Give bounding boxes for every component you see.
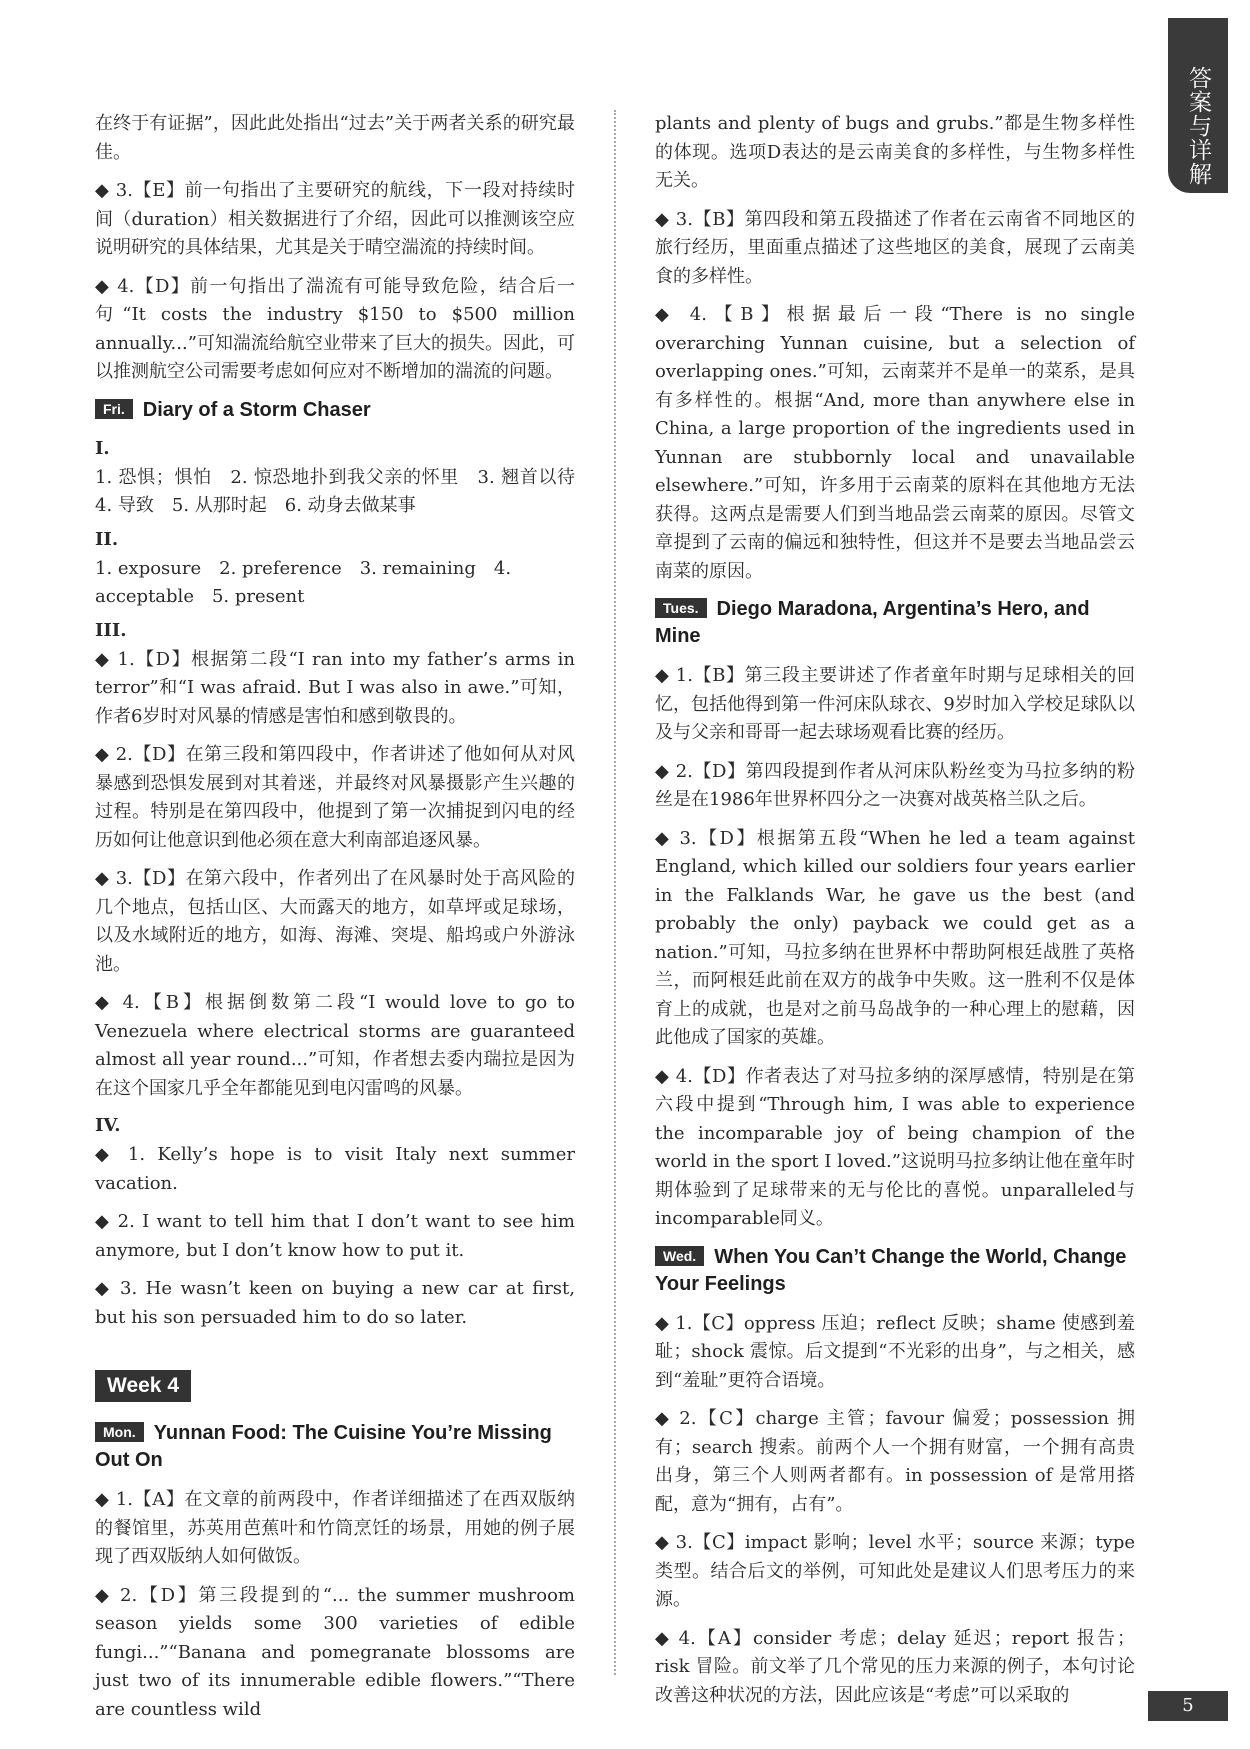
- answer-item: ◆ 2. I want to tell him that I don’t want to see him anymore, but I don’t know how to put it.: [95, 1211, 575, 1261]
- part-number: IV.: [95, 1115, 121, 1136]
- answer-item: ◆ 1.【A】在文章的前两段中，作者详细描述了在西双版纳的餐馆里，苏英用芭蕉叶和竹筒烹饪的场景，用她的例子展现了西双版纳人如何做饭。: [95, 1489, 575, 1567]
- day-badge: Wed.: [655, 1246, 704, 1266]
- day-badge: Fri.: [95, 399, 133, 419]
- section-heading-tues: [655, 596, 1135, 650]
- part-number: II.: [95, 528, 119, 550]
- day-badge: Mon.: [95, 1422, 144, 1442]
- section-title: Yunnan Food: The Cuisine You’re Missing Out On: [95, 1422, 552, 1471]
- answer-item: ◆ 3.【D】在第六段中，作者列出了在风暴时处于高风险的几个地点，包括山区、大而露天的地方，如草坪或足球场，以及水域附近的地方，如海、海滩、突堤、船坞或户外游泳池。: [95, 868, 575, 975]
- part-number: I.: [95, 437, 110, 459]
- section-title: When You Can’t Change the World, Change Your Feelings: [655, 1245, 1127, 1295]
- answer-item: ◆ 3.【D】根据第五段“When he led a team against England, which killed our soldiers four years earlier in the Falklands War, he gave us the best (and probably the only) payback we could get as a nation.”可知，马拉多纳在世界杯中帮助阿根廷战胜了英格兰，而阿根廷此前在双方的战争中失败。这一胜利不仅是体育上的成就，也是对之前马岛战争的一种心理上的慰藉，因此他成了国家的英雄。: [655, 827, 1135, 1048]
- section-title: Diego Maradona, Argentina’s Hero, and Mine: [655, 598, 1090, 647]
- section-heading-wed: [655, 1244, 1135, 1298]
- answer-item: ◆ 2.【D】第四段提到作者从河床队粉丝变为马拉多纳的粉丝是在1986年世界杯四分之一决赛对战英格兰队之后。: [655, 760, 1135, 810]
- section-heading-fri: [95, 397, 575, 424]
- answer-list: 1. exposure 2. preference 3. remaining 4. acceptable 5. present: [95, 557, 512, 607]
- answer-item: ◆ 1.【B】第三段主要讲述了作者童年时期与足球相关的回忆，包括他得到第一件河床队球衣、9岁时加入学校足球队以及与父亲和哥哥一起去球场观看比赛的经历。: [655, 665, 1135, 743]
- answer-item: ◆ 2.【D】在第三段和第四段中，作者讲述了他如何从对风暴感到恐惧发展到对其着迷，并最终对风暴摄影产生兴趣的过程。特别是在第四段中，他提到了第一次捕捉到闪电的经历如何让他意识到他必须在意大利南部追逐风暴。: [95, 744, 575, 851]
- section-tab: [1168, 18, 1228, 193]
- answer-item: ◆ 2.【C】charge 主管；favour 偏爱；possession 拥有；search 搜索。前两个人一个拥有财富，一个拥有高贵出身，第三个人则两者都有。in possession of 是常用搭配，意为“拥有，占有”。: [655, 1408, 1135, 1515]
- page-number: 5: [1148, 1691, 1228, 1721]
- answer-item: ◆ 3.【C】impact 影响；level 水平；source 来源；type 类型。结合后文的举例，可知此处是建议人们思考压力的来源。: [655, 1532, 1135, 1610]
- left-column: [95, 110, 593, 1734]
- answer-item: ◆ 3. He wasn’t keen on buying a new car at first, but his son persuaded him to do so later.: [95, 1278, 575, 1328]
- week-label: Week 4: [95, 1370, 191, 1402]
- answer-item: ◆ 4.【B】根据倒数第二段“I would love to go to Venezuela where electrical storms are guaranteed almost all year round...”可知，作者想去委内瑞拉是因为在这个国家几乎全年都能见到电闪雷鸣的风暴。: [95, 992, 575, 1099]
- section-title: Diary of a Storm Chaser: [142, 398, 371, 421]
- answer-item: ◆ 4.【D】前一句指出了湍流有可能导致危险，结合后一句“It costs the industry $150 to $500 million annually...”可知湍流给航空业带来了巨大的损失。因此，可以推测航空公司需要考虑如何应对不断增加的湍流的问题。: [95, 275, 575, 382]
- answer-item: ◆ 4.【D】作者表达了对马拉多纳的深厚感情，特别是在第六段中提到“Through him, I was able to experience the incomparable joy of being champion of the world in the sport I loved.”这说明马拉多纳让他在童年时期体验到了足球带来的无与伦比的喜悦。unparalleled与incomparable同义。: [655, 1065, 1135, 1229]
- answer-item: ◆ 1. Kelly’s hope is to visit Italy next summer vacation.: [95, 1144, 575, 1194]
- column-divider: [614, 110, 616, 1675]
- right-column: [655, 110, 1135, 1720]
- answer-item: ◆ 1.【D】根据第二段“I ran into my father’s arms in terror”和“I was afraid. But I was also in awe.”可知，作者6岁时对风暴的情感是害怕和感到敬畏的。: [95, 648, 575, 727]
- paragraph: 在终于有证据”，因此此处指出“过去”关于两者关系的研究最佳。: [95, 113, 575, 163]
- answer-item: ◆ 2.【D】第三段提到的“... the summer mushroom season yields some 300 varieties of edible fungi...”“Banana and pomegranate blossoms are just two of its innumerable edible flowers.”“There are countless wild: [95, 1584, 575, 1720]
- answer-item: ◆ 4.【A】consider 考虑；delay 延迟；report 报告；risk 冒险。前文举了几个常见的压力来源的例子，本句讨论改善这种状况的方法，因此应该是“考虑”可以采取的: [655, 1627, 1135, 1706]
- answer-list: 1. 恐惧；惧怕 2. 惊恐地扑到我父亲的怀里 3. 翘首以待 4. 导致 5. 从那时起 6. 动身去做某事: [95, 466, 593, 516]
- day-badge: Tues.: [655, 598, 707, 618]
- paragraph: plants and plenty of bugs and grubs.”都是生物多样性的体现。选项D表达的是云南美食的多样性，与生物多样性无关。: [655, 113, 1135, 191]
- answer-item: ◆ 1.【C】oppress 压迫；reflect 反映；shame 使感到羞耻；shock 震惊。后文提到“不光彩的出身”，与之相关，感到“羞耻”更符合语境。: [655, 1312, 1135, 1391]
- answer-item: ◆ 3.【B】第四段和第五段描述了作者在云南省不同地区的旅行经历，里面重点描述了这些地区的美食，展现了云南美食的多样性。: [655, 208, 1135, 287]
- section-tab-label: 答案与详解: [1185, 66, 1211, 186]
- section-heading-mon: [95, 1420, 575, 1474]
- answer-item: ◆ 4.【B】根据最后一段“There is no single overarching Yunnan cuisine, but a selection of overlapping ones.”可知，云南菜并不是单一的菜系，是具有多样性的。根据“And, more than anywhere else in China, a large proportion of the ingredients used in Yunnan are stubbornly local and unavailable elsewhere.”可知，许多用于云南菜的原料在其他地方无法获得。这两点是需要人们到当地品尝云南菜的原因。尽管文章提到了云南的偏远和独特性，但这并不是要去当地品尝云南菜的原因。: [655, 304, 1135, 582]
- answer-item: ◆ 3.【E】前一句指出了主要研究的航线，下一段对持续时间（duration）相关数据进行了介绍，因此可以推测该空应说明研究的具体结果，尤其是关于晴空湍流的持续时间。: [95, 180, 575, 258]
- part-number: III.: [95, 619, 127, 641]
